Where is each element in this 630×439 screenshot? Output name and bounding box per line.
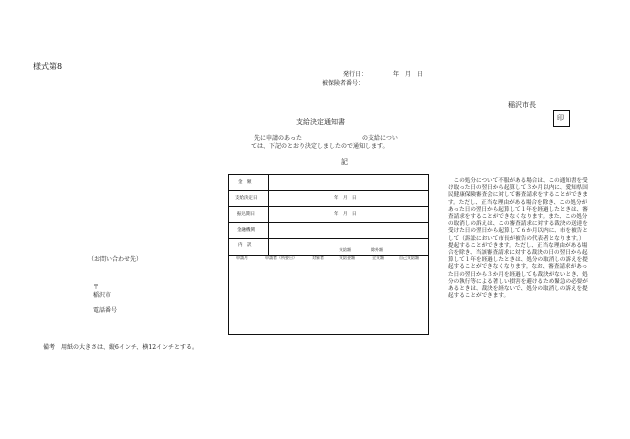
breakdown-col-5: 全支額 — [372, 255, 384, 260]
amount-label: 金 額 — [238, 180, 252, 185]
breakdown-col-1: 申請月 — [236, 255, 248, 260]
insured-number-label: 被保険者番号： — [322, 80, 365, 87]
breakdown-col-6: 自己支給額 — [399, 255, 419, 260]
breakdown-col-3: 対象者 — [312, 255, 324, 260]
contact-phone: 電話番号 — [93, 307, 118, 314]
seal-mark: 印 — [557, 114, 564, 122]
appeal-notice: この処分について不服がある場合は、この通知書を受け取った日の翌日から起算して３か月以内に、愛知県国民健康保険審査会に対して審査請求をすることができます。ただし、正当な理由がある場合を除き、この処分があった日の翌日から起算して１年を経過したときは、審査請求をすることができなくなります。また、この処分の取消しの訴えは、この審査請求に対する裁決の送達を受けた日の翌日から起算して６か月以内に、市を被告として（訴訟において市長が被告の代表者となります。）提起することができます。ただし、正当な理由がある場合を除き、当該審査請求に対する裁決の日の翌日から起算して１年を経過したときは、処分の取消しの訴えを提起することができなくなります。なお、審査請求があった日の翌日から３か月を経過しても裁決がないとき、処分の執行等による著しい損害を避けるため緊急の必要があるときは、裁決を経ないで、処分の取消しの訴えを提起することができます。 — [448, 178, 588, 300]
transfer-date-label: 振込期日 — [237, 212, 255, 217]
breakdown-top-header-1: 支給額 — [339, 247, 351, 252]
issue-date-label: 発行日： — [343, 71, 368, 78]
form-id: 様式第8 — [33, 62, 63, 71]
breakdown-col-2: 申請者（所要日） — [265, 255, 297, 260]
body-line-2: ては、下記のとおり決定しましたので通知します。 — [251, 143, 389, 150]
decision-date-value: 年 月 日 — [334, 196, 357, 201]
issuer-name: 稲沢市長 — [508, 101, 536, 109]
document-title: 支給決定通知書 — [296, 118, 345, 126]
contact-title: （お問い合わせ先） — [88, 256, 143, 263]
body-line-1: 先に申請のあった の支給につい — [254, 135, 398, 142]
bank-label: 金融機関 — [237, 228, 255, 233]
decision-date-label: 支給決定日 — [235, 196, 258, 201]
issue-date-value: 年 月 日 — [393, 71, 424, 78]
seal-box — [553, 110, 570, 127]
breakdown-label: 内 訳 — [238, 243, 252, 248]
contact-city: 稲沢市 — [93, 292, 112, 299]
breakdown-col-4: 支給金額 — [339, 255, 355, 260]
transfer-date-value: 年 月 日 — [334, 212, 357, 217]
footnote: 備考 用紙の大きさは、縦6インチ、横12インチとする。 — [43, 344, 199, 351]
contact-postal: 〒 — [93, 284, 100, 291]
ki-heading: 記 — [341, 158, 348, 166]
breakdown-top-header-2: 除外額 — [371, 247, 383, 252]
table-label-divider — [268, 174, 269, 255]
